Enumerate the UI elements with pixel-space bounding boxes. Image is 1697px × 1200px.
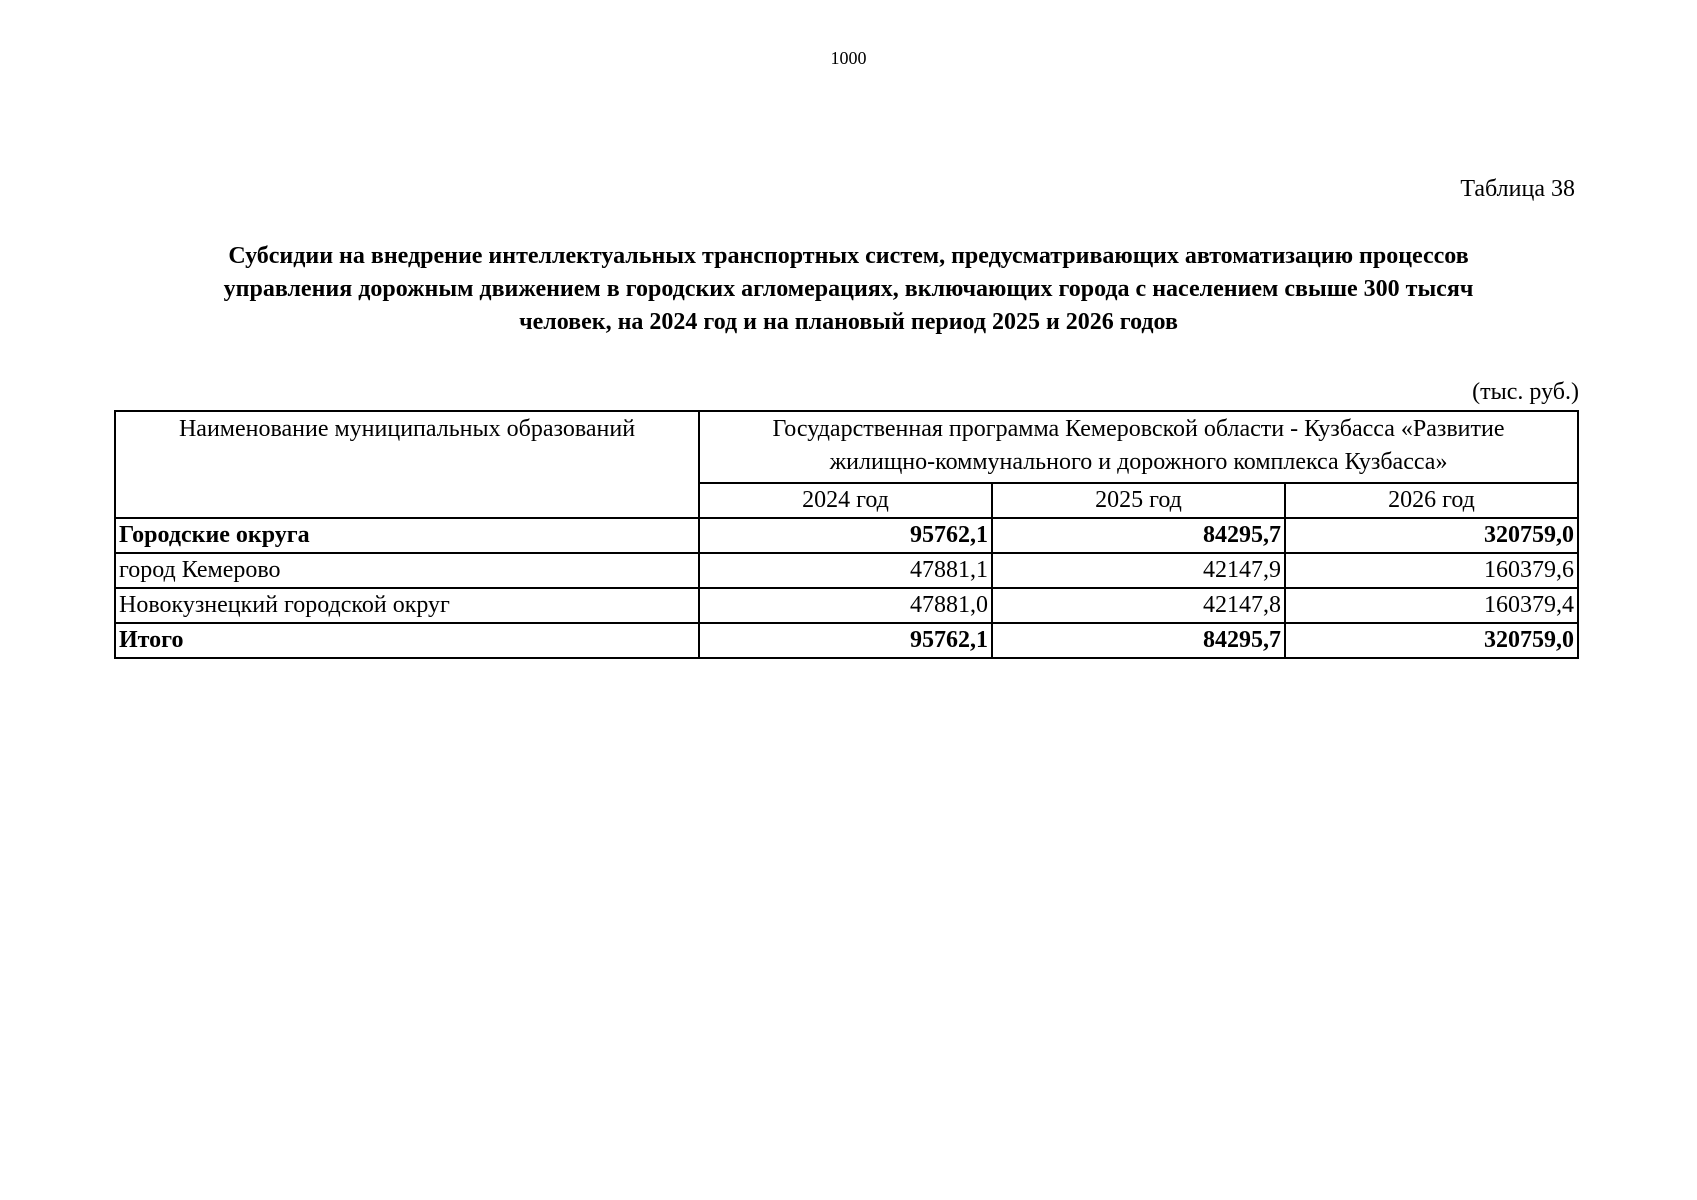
- row-value-2026: 320759,0: [1285, 623, 1578, 658]
- header-municipality: Наименование муниципальных образований: [115, 411, 699, 518]
- row-value-2024: 47881,1: [699, 553, 992, 588]
- row-value-2024: 95762,1: [699, 623, 992, 658]
- title-line: человек, на 2024 год и на плановый период 2025 и 2026 годов: [519, 309, 1178, 335]
- header-program-line: жилищно-коммунального и дорожного комплекса Кузбасса»: [829, 449, 1448, 475]
- header-year-2024: 2024 год: [699, 483, 992, 518]
- row-name: Итого: [115, 623, 699, 658]
- page-number: 1000: [830, 48, 867, 68]
- row-name: город Кемерово: [115, 553, 699, 588]
- row-value-2025: 84295,7: [992, 518, 1285, 553]
- row-value-2024: 95762,1: [699, 518, 992, 553]
- header-year-2025: 2025 год: [992, 483, 1285, 518]
- table-row-urban-districts: [115, 518, 1578, 553]
- row-value-2026: 320759,0: [1285, 518, 1578, 553]
- document-title: [130, 240, 1567, 339]
- row-value-2025: 42147,9: [992, 553, 1285, 588]
- row-value-2025: 84295,7: [992, 623, 1285, 658]
- table-label: Таблица 38: [1460, 176, 1575, 202]
- table-row-total: [115, 623, 1578, 658]
- title-line: управления дорожным движением в городских агломерациях, включающих города с населением свыше 300 тысяч: [223, 276, 1474, 302]
- table-row-kemerovo: [115, 553, 1578, 588]
- table-header-row: [115, 411, 1578, 483]
- header-program-line: Государственная программа Кемеровской области - Кузбасса «Развитие: [772, 416, 1505, 442]
- header-program: [699, 411, 1578, 483]
- row-value-2024: 47881,0: [699, 588, 992, 623]
- row-name: Новокузнецкий городской округ: [115, 588, 699, 623]
- units-label: (тыс. руб.): [1472, 379, 1579, 405]
- table-row-novokuznetsk: [115, 588, 1578, 623]
- subsidy-table: [114, 410, 1579, 659]
- row-value-2026: 160379,4: [1285, 588, 1578, 623]
- title-line: Субсидии на внедрение интеллектуальных транспортных систем, предусматривающих автоматизацию процессов: [228, 243, 1469, 269]
- row-value-2025: 42147,8: [992, 588, 1285, 623]
- row-value-2026: 160379,6: [1285, 553, 1578, 588]
- row-name: Городские округа: [115, 518, 699, 553]
- header-year-2026: 2026 год: [1285, 483, 1578, 518]
